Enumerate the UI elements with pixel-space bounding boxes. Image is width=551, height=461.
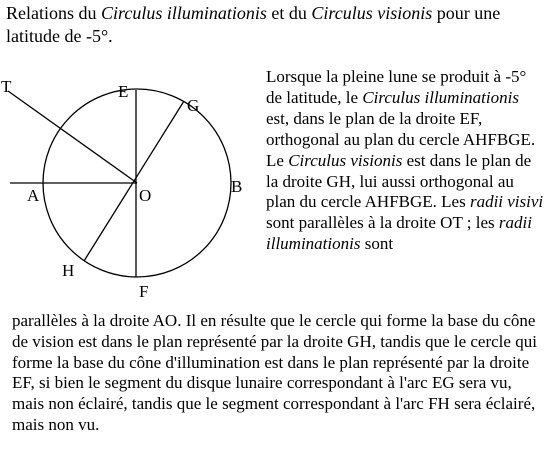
diagram-title: Relations du Circulus illuminationis et du Circulus visionis pour une latitude de -5°. [6, 3, 501, 46]
bottom-paragraph: parallèles à la droite AO. Il en résulte que le cercle qui forme la base du cône de vision est dans le plan représenté par la droite GH, tandis que le cercle qui forme la base du cône d'illumination est dans le plan représenté par la droite EF, si bien le segment du disque lunaire correspondant à l'arc EG sera vu, mais non éclairé, tandis que le segment correspondant à l'arc FH sera éclairé, mais non vu. [12, 311, 537, 434]
label-E: E [118, 82, 129, 101]
line-GH [84, 101, 184, 261]
label-F: F [139, 282, 149, 301]
label-H: H [62, 261, 75, 280]
line-OT [8, 91, 137, 183]
label-T: T [1, 77, 12, 96]
label-A: A [27, 186, 40, 205]
label-G: G [187, 96, 200, 115]
label-O: O [139, 186, 152, 205]
side-paragraph: Lorsque la pleine lune se produit à -5° de latitude, le Circulus illuminationis est, dans le plan de la droite EF, orthogonal au plan du cercle AHFBGE. Le Circulus visionis est dans le plan de la droite GH, lui aussi orthogonal au plan du cercle AHFBGE. Les radii visivi sont parallèles à la droite OT ; les radii illuminationis sont [266, 67, 544, 254]
geometry-diagram [0, 68, 265, 308]
label-B: B [231, 177, 243, 196]
